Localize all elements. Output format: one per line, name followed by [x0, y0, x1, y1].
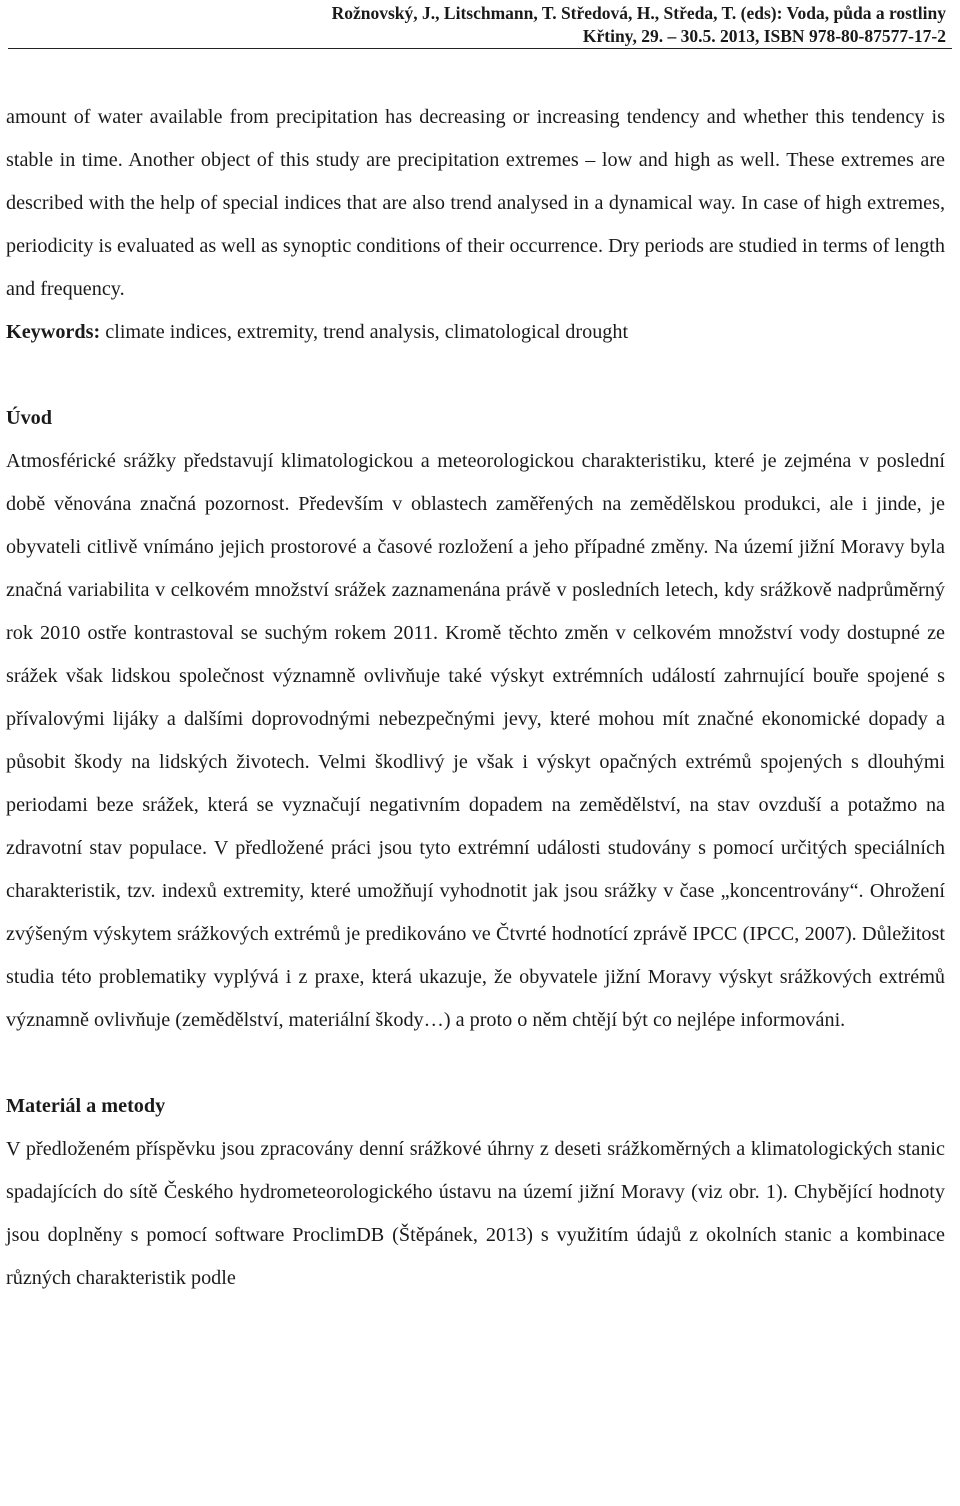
header-citation-line: Rožnovský, J., Litschmann, T. Středová, H., Středa, T. (eds): Voda, půda a rostliny	[331, 3, 946, 23]
header-conference-line: Křtiny, 29. – 30.5. 2013, ISBN 978-80-87577-17-2	[582, 26, 946, 46]
abstract-paragraph: amount of water available from precipitation has decreasing or increasing tendency and whether this tendency is stable in time. Another object of this study are precipitation extremes – low and high as well. These extremes are described with the help of special indices that are also trend analysed in a dynamical way. In case of high extremes, periodicity is evaluated as well as synoptic conditions of their occurrence. Dry periods are studied in terms of length and frequency.	[6, 106, 946, 300]
body-content	[6, 96, 945, 1300]
intro-heading: Úvod	[6, 407, 52, 429]
running-header	[332, 2, 946, 48]
spacer	[6, 354, 945, 397]
header-divider	[8, 48, 952, 49]
methods-heading: Materiál a metody	[6, 1095, 166, 1117]
keywords-label: Keywords:	[6, 321, 101, 343]
keywords-list: climate indices, extremity, trend analysis, climatological drought	[105, 321, 629, 343]
spacer	[6, 1042, 945, 1085]
keywords-line	[6, 311, 945, 354]
intro-paragraph: Atmosférické srážky představují klimatologickou a meteorologickou charakteristiku, které je zejména v poslední době věnována značná pozornost. Především v oblastech zaměřených na zemědělskou produkci, ale i jinde, je obyvateli citlivě vnímáno jejich prostorové a časové rozložení a jeho případné změny. Na území jižní Moravy byla značná variabilita v celkovém množství srážek zaznamenána právě v posledních letech, kdy srážkově nadprůměrný rok 2010 ostře kontrastoval se suchým rokem 2011. Kromě těchto změn v celkovém množství vody dostupné ze srážek však lidskou společnost významně ovlivňuje také výskyt extrémních událostí zahrnující bouře spojené s přívalovými lijáky a dalšími doprovodnými nebezpečnými jevy, které mohou mít značné ekonomické dopady a působit škody na lidských životech. Velmi škodlivý je však i výskyt opačných extrémů spojených s dlouhými periodami beze srážek, která se vyznačují negativním dopadem na zemědělství, na stav ovzduší a potažmo na zdravotní stav populace. V předložené práci jsou tyto extrémní události studovány s pomocí určitých speciálních charakteristik, tzv. indexů extremity, které umožňují vyhodnotit jak jsou srážky v čase „koncentrovány“. Ohrožení zvýšeným výskytem srážkových extrémů je predikováno ve Čtvrté hodnotící zprávě IPCC (IPCC, 2007). Důležitost studia této problematiky vyplývá i z praxe, která ukazuje, že obyvatele jižní Moravy výskyt srážkových extrémů významně ovlivňuje (zemědělství, materiální škody…) a proto o něm chtějí být co nejlépe informováni.	[6, 450, 945, 1031]
methods-paragraph: V předloženém příspěvku jsou zpracovány denní srážkové úhrny z deseti srážkoměrných a klimatologických stanic spadajících do sítě Českého hydrometeorologického ústavu na území jižní Moravy (viz obr. 1). Chybějící hodnoty jsou doplněny s pomocí software ProclimDB (Štěpánek, 2013) s využitím údajů z okolních stanic a kombinace různých charakteristik podle	[6, 1138, 945, 1289]
